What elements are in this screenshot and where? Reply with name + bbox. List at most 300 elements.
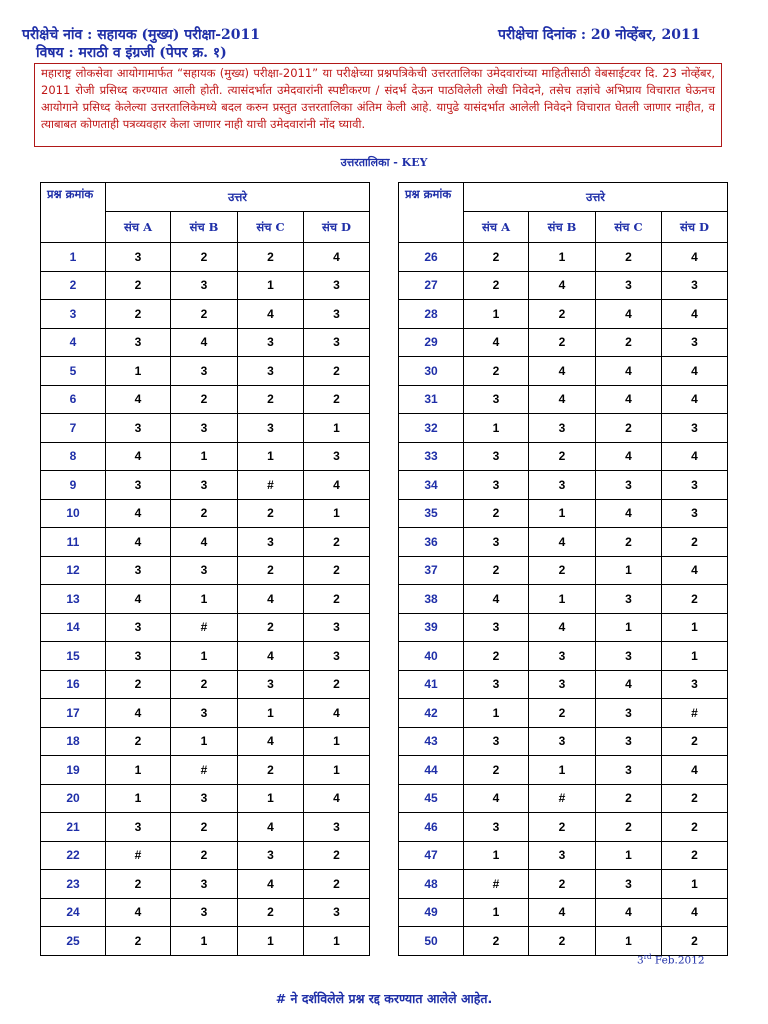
answer-cell: 2 xyxy=(171,670,238,699)
table-row xyxy=(399,870,728,899)
answer-cell: 3 xyxy=(171,357,238,386)
answer-cell: 2 xyxy=(464,756,529,785)
question-number-cell: 34 xyxy=(399,471,464,500)
question-number-cell: 22 xyxy=(41,841,106,870)
table-row xyxy=(399,699,728,728)
answer-cell: 3 xyxy=(596,585,662,614)
answer-cell: 3 xyxy=(596,471,662,500)
revision-date xyxy=(637,953,705,967)
answer-cell: 1 xyxy=(529,756,596,785)
answer-cell: 4 xyxy=(596,300,662,329)
answer-cell: 2 xyxy=(171,499,238,528)
answer-cell: 4 xyxy=(106,528,171,557)
answer-cell: 2 xyxy=(529,927,596,956)
answer-cell: 2 xyxy=(464,271,529,300)
answer-cell: 3 xyxy=(529,727,596,756)
answer-cell: 4 xyxy=(304,784,370,813)
question-number-cell: 40 xyxy=(399,642,464,671)
question-number-cell: 38 xyxy=(399,585,464,614)
question-number-cell: 12 xyxy=(41,556,106,585)
question-number-cell: 36 xyxy=(399,528,464,557)
answer-cell: 2 xyxy=(662,727,728,756)
table-row xyxy=(41,414,370,443)
answer-cell: 3 xyxy=(106,642,171,671)
answer-cell: 1 xyxy=(238,442,304,471)
answer-table-left xyxy=(40,182,370,956)
answer-cell: 4 xyxy=(464,328,529,357)
answer-cell: 3 xyxy=(106,613,171,642)
answer-cell: 3 xyxy=(238,328,304,357)
answer-cell: 4 xyxy=(529,528,596,557)
answer-cell: 3 xyxy=(464,471,529,500)
answer-cell: 2 xyxy=(662,784,728,813)
answer-cell: 2 xyxy=(662,585,728,614)
answer-cell: 2 xyxy=(464,243,529,272)
answer-cell: 3 xyxy=(464,813,529,842)
answer-cell: 4 xyxy=(238,870,304,899)
table-row xyxy=(399,442,728,471)
table-row xyxy=(41,328,370,357)
answer-cell: 1 xyxy=(464,898,529,927)
question-number-cell: 26 xyxy=(399,243,464,272)
answer-cell: # xyxy=(171,613,238,642)
answer-cell: 3 xyxy=(596,642,662,671)
answer-cell: 3 xyxy=(171,271,238,300)
answer-cell: 3 xyxy=(171,898,238,927)
answer-cell: 1 xyxy=(464,699,529,728)
answer-cell: 1 xyxy=(238,271,304,300)
answer-cell: 1 xyxy=(529,243,596,272)
table-row xyxy=(399,727,728,756)
answer-cell: # xyxy=(171,756,238,785)
answer-cell: 4 xyxy=(662,898,728,927)
question-number-cell: 29 xyxy=(399,328,464,357)
answer-cell: 4 xyxy=(596,385,662,414)
answer-cell: 3 xyxy=(238,841,304,870)
question-number-cell: 13 xyxy=(41,585,106,614)
answer-cell: 3 xyxy=(106,556,171,585)
answer-cell: 4 xyxy=(662,357,728,386)
answer-cell: 2 xyxy=(238,898,304,927)
answer-cell: 4 xyxy=(596,670,662,699)
answer-cell: 4 xyxy=(596,442,662,471)
table-row xyxy=(41,499,370,528)
answer-cell: 2 xyxy=(106,670,171,699)
answer-cell: # xyxy=(106,841,171,870)
answer-cell: 1 xyxy=(238,784,304,813)
answer-cell: 1 xyxy=(106,756,171,785)
answer-cell: 3 xyxy=(304,613,370,642)
set-d-header: संच D xyxy=(304,212,370,243)
question-number-cell: 39 xyxy=(399,613,464,642)
answer-cell: 4 xyxy=(304,699,370,728)
answer-cell: 1 xyxy=(304,499,370,528)
table-row xyxy=(41,898,370,927)
answer-cell: 2 xyxy=(304,385,370,414)
answer-cell: 1 xyxy=(596,556,662,585)
table-row xyxy=(41,271,370,300)
table-row xyxy=(399,784,728,813)
answer-cell: 3 xyxy=(596,727,662,756)
answer-cell: 2 xyxy=(304,870,370,899)
answer-cell: 4 xyxy=(238,727,304,756)
answer-cell: 2 xyxy=(662,841,728,870)
question-number-cell: 25 xyxy=(41,927,106,956)
answer-cell: 3 xyxy=(529,414,596,443)
answer-key-title: उत्तरतालिका - KEY xyxy=(340,156,428,169)
answer-cell: 3 xyxy=(662,271,728,300)
answer-cell: 3 xyxy=(529,670,596,699)
answer-cell: 2 xyxy=(529,300,596,329)
question-number-cell: 10 xyxy=(41,499,106,528)
set-c-header: संच C xyxy=(596,212,662,243)
table-row xyxy=(41,471,370,500)
question-number-cell: 35 xyxy=(399,499,464,528)
answer-cell: 4 xyxy=(304,471,370,500)
answer-cell: 3 xyxy=(596,271,662,300)
answer-cell: 4 xyxy=(662,385,728,414)
date-rest: Feb.2012 xyxy=(651,954,705,967)
table-row xyxy=(399,585,728,614)
answer-cell: 3 xyxy=(171,556,238,585)
answer-cell: 1 xyxy=(238,927,304,956)
question-number-cell: 18 xyxy=(41,727,106,756)
answers-header: उत्तरे xyxy=(106,183,370,212)
table-row xyxy=(399,528,728,557)
table-row xyxy=(399,328,728,357)
answer-cell: 1 xyxy=(304,414,370,443)
answer-cell: 3 xyxy=(464,613,529,642)
answer-cell: 2 xyxy=(596,813,662,842)
answer-cell: 2 xyxy=(529,442,596,471)
answer-cell: 4 xyxy=(238,813,304,842)
answer-cell: 2 xyxy=(529,328,596,357)
answer-cell: 4 xyxy=(596,357,662,386)
answer-cell: 3 xyxy=(304,328,370,357)
question-number-cell: 5 xyxy=(41,357,106,386)
answer-cell: 3 xyxy=(304,642,370,671)
answer-cell: 1 xyxy=(596,841,662,870)
answer-cell: 3 xyxy=(662,328,728,357)
answer-cell: 2 xyxy=(662,927,728,956)
answer-cell: 2 xyxy=(238,756,304,785)
answer-cell: 2 xyxy=(106,870,171,899)
table-row xyxy=(41,243,370,272)
answer-cell: 4 xyxy=(171,528,238,557)
answer-cell: 3 xyxy=(171,699,238,728)
question-number-cell: 19 xyxy=(41,756,106,785)
question-number-cell: 7 xyxy=(41,414,106,443)
question-number-cell: 16 xyxy=(41,670,106,699)
question-number-cell: 41 xyxy=(399,670,464,699)
answer-cell: 2 xyxy=(464,927,529,956)
table-row xyxy=(41,756,370,785)
question-number-cell: 28 xyxy=(399,300,464,329)
answer-cell: 2 xyxy=(662,813,728,842)
answer-cell: 3 xyxy=(238,670,304,699)
answer-cell: 4 xyxy=(106,442,171,471)
table-row xyxy=(399,642,728,671)
table-row xyxy=(41,528,370,557)
cancelled-questions-note: # ने दर्शविलेले प्रश्न रद्द करण्यात आलेले आहेत. xyxy=(275,991,493,1006)
set-a-header: संच A xyxy=(464,212,529,243)
answer-cell: 1 xyxy=(662,613,728,642)
table-row xyxy=(41,727,370,756)
table-row xyxy=(399,357,728,386)
answer-cell: 3 xyxy=(662,670,728,699)
answer-cell: 3 xyxy=(464,442,529,471)
question-number-cell: 15 xyxy=(41,642,106,671)
question-number-cell: 33 xyxy=(399,442,464,471)
answer-cell: 3 xyxy=(529,471,596,500)
answer-cell: 4 xyxy=(171,328,238,357)
question-number-cell: 23 xyxy=(41,870,106,899)
table-row xyxy=(399,414,728,443)
answer-cell: 1 xyxy=(596,613,662,642)
question-number-cell: 42 xyxy=(399,699,464,728)
date-suffix: rd xyxy=(643,953,652,961)
table-row xyxy=(41,784,370,813)
answer-cell: 2 xyxy=(529,556,596,585)
answer-cell: 1 xyxy=(464,300,529,329)
answer-cell: 4 xyxy=(529,898,596,927)
table-row xyxy=(399,243,728,272)
answer-cell: 4 xyxy=(238,642,304,671)
table-row xyxy=(41,642,370,671)
answer-cell: # xyxy=(662,699,728,728)
question-number-cell: 44 xyxy=(399,756,464,785)
table-row xyxy=(41,442,370,471)
table-row xyxy=(399,756,728,785)
exam-date: परीक्षेचा दिनांक : 20 नोव्हेंबर, 2011 xyxy=(498,27,701,43)
table-row xyxy=(399,670,728,699)
question-number-cell: 21 xyxy=(41,813,106,842)
answer-cell: 4 xyxy=(529,271,596,300)
answer-cell: 4 xyxy=(662,556,728,585)
answer-cell: 4 xyxy=(662,300,728,329)
answer-cell: 4 xyxy=(238,585,304,614)
answer-cell: 3 xyxy=(106,813,171,842)
table-row xyxy=(41,585,370,614)
question-number-cell: 20 xyxy=(41,784,106,813)
table-row xyxy=(41,670,370,699)
question-number-cell: 45 xyxy=(399,784,464,813)
table-row xyxy=(399,385,728,414)
answer-cell: 4 xyxy=(596,898,662,927)
answer-cell: 2 xyxy=(304,585,370,614)
question-number-cell: 1 xyxy=(41,243,106,272)
table-row xyxy=(41,613,370,642)
answers-header: उत्तरे xyxy=(464,183,728,212)
question-number-cell: 47 xyxy=(399,841,464,870)
answer-cell: 4 xyxy=(529,357,596,386)
table-row xyxy=(41,385,370,414)
question-number-cell: 8 xyxy=(41,442,106,471)
question-number-cell: 31 xyxy=(399,385,464,414)
table-row xyxy=(399,300,728,329)
answer-cell: 4 xyxy=(106,385,171,414)
answer-cell: 2 xyxy=(464,642,529,671)
answer-cell: 2 xyxy=(171,300,238,329)
notice-box: महाराष्ट्र लोकसेवा आयोगामार्फत “सहायक (मुख्य) परीक्षा-2011” या परीक्षेच्या प्रश्नपत्रिकेची उत्तरतालिका उमेदवारांच्या माहितीसाठी वेबसाईटवर दि. 23 नोव्हेंबर, 2011 रोजी प्रसिध्द करण्यात आली होती. त्यासंदर्भात उमेदवारांनी स्पष्टीकरण / संदर्भ देऊन पाठविलेली लेखी निवेदने, तसेच तज्ञांचे अभिप्राय विचारात घेऊनच आयोगाने प्रसिध्द केलेल्या उत्तरतालिकेमध्ये बदल करुन प्रस्तुत उत्तरतालिका अंतिम केली आहे. यापुढे यासंदर्भात आलेली निवेदने विचारात घेतली जाणार नाहीत, व त्याबाबत कोणताही पत्रव्यवहार केला जाणार नाही याची उमेदवारांनी नोंद घ्यावी. xyxy=(34,63,722,147)
answer-cell: 1 xyxy=(464,841,529,870)
answer-cell: 3 xyxy=(106,243,171,272)
answer-cell: 4 xyxy=(596,499,662,528)
answer-cell: 4 xyxy=(238,300,304,329)
answer-cell: 3 xyxy=(106,414,171,443)
answer-cell: 1 xyxy=(304,727,370,756)
answer-cell: 2 xyxy=(106,927,171,956)
table-row xyxy=(399,927,728,956)
table-row xyxy=(41,870,370,899)
answer-cell: 2 xyxy=(529,699,596,728)
set-b-header: संच B xyxy=(529,212,596,243)
question-number-cell: 2 xyxy=(41,271,106,300)
set-a-header: संच A xyxy=(106,212,171,243)
answer-cell: 4 xyxy=(464,585,529,614)
answer-cell: 1 xyxy=(171,585,238,614)
answer-cell: 4 xyxy=(662,756,728,785)
answer-cell: 2 xyxy=(238,556,304,585)
table-row xyxy=(399,813,728,842)
answer-cell: 1 xyxy=(662,870,728,899)
answer-cell: 1 xyxy=(662,642,728,671)
answer-cell: 2 xyxy=(304,670,370,699)
answer-cell: 2 xyxy=(304,357,370,386)
set-b-header: संच B xyxy=(171,212,238,243)
answer-cell: 2 xyxy=(464,357,529,386)
question-number-cell: 50 xyxy=(399,927,464,956)
answer-cell: 1 xyxy=(106,357,171,386)
answer-cell: 3 xyxy=(304,442,370,471)
answer-cell: 1 xyxy=(171,927,238,956)
answer-table-right xyxy=(398,182,728,956)
answer-cell: 1 xyxy=(304,756,370,785)
question-number-cell: 32 xyxy=(399,414,464,443)
answer-cell: 3 xyxy=(171,414,238,443)
answer-cell: 3 xyxy=(304,271,370,300)
answer-cell: 3 xyxy=(106,471,171,500)
answer-cell: 2 xyxy=(464,556,529,585)
answer-cell: 4 xyxy=(106,499,171,528)
set-d-header: संच D xyxy=(662,212,728,243)
answer-cell: 4 xyxy=(662,442,728,471)
answer-cell: 1 xyxy=(238,699,304,728)
table-row xyxy=(41,927,370,956)
answer-cell: 3 xyxy=(596,870,662,899)
answer-cell: 2 xyxy=(596,328,662,357)
table-row xyxy=(41,300,370,329)
answer-cell: 3 xyxy=(596,756,662,785)
question-number-cell: 11 xyxy=(41,528,106,557)
table-row xyxy=(399,271,728,300)
answer-cell: 1 xyxy=(529,585,596,614)
answer-cell: 1 xyxy=(171,442,238,471)
answer-cell: 3 xyxy=(529,642,596,671)
table-row xyxy=(399,471,728,500)
table-row xyxy=(41,699,370,728)
answer-cell: 1 xyxy=(304,927,370,956)
answer-cell: 1 xyxy=(464,414,529,443)
answer-cell: 3 xyxy=(304,813,370,842)
answer-cell: 4 xyxy=(106,898,171,927)
answer-cell: 2 xyxy=(171,813,238,842)
answer-cell: 2 xyxy=(464,499,529,528)
answer-cell: 2 xyxy=(304,556,370,585)
question-number-cell: 24 xyxy=(41,898,106,927)
answer-cell: 2 xyxy=(171,841,238,870)
answer-cell: 3 xyxy=(171,471,238,500)
answer-cell: # xyxy=(238,471,304,500)
answer-cell: 2 xyxy=(106,271,171,300)
answer-cell: 2 xyxy=(529,870,596,899)
question-number-cell: 46 xyxy=(399,813,464,842)
answer-cell: 1 xyxy=(529,499,596,528)
answer-cell: # xyxy=(464,870,529,899)
answer-cell: 4 xyxy=(464,784,529,813)
answer-cell: 2 xyxy=(596,414,662,443)
answer-cell: 2 xyxy=(106,300,171,329)
answer-cell: 3 xyxy=(662,414,728,443)
answer-cell: 3 xyxy=(171,870,238,899)
answer-cell: 2 xyxy=(106,727,171,756)
question-number-cell: 43 xyxy=(399,727,464,756)
answer-cell: 3 xyxy=(662,471,728,500)
question-number-cell: 48 xyxy=(399,870,464,899)
answer-cell: 1 xyxy=(171,642,238,671)
answer-cell: 3 xyxy=(464,528,529,557)
answer-cell: 2 xyxy=(171,243,238,272)
answer-cell: 2 xyxy=(304,841,370,870)
answer-cell: 2 xyxy=(596,528,662,557)
answer-cell: 4 xyxy=(662,243,728,272)
table-row xyxy=(399,556,728,585)
question-number-cell: 37 xyxy=(399,556,464,585)
answer-cell: 2 xyxy=(596,243,662,272)
answer-cell: # xyxy=(529,784,596,813)
question-number-header: प्रश्न क्रमांक xyxy=(399,183,464,243)
answer-cell: 3 xyxy=(464,727,529,756)
answer-cell: 3 xyxy=(171,784,238,813)
table-row xyxy=(399,499,728,528)
answer-cell: 4 xyxy=(304,243,370,272)
answer-cell: 1 xyxy=(171,727,238,756)
answer-cell: 2 xyxy=(596,784,662,813)
question-number-cell: 4 xyxy=(41,328,106,357)
answer-cell: 2 xyxy=(171,385,238,414)
question-number-cell: 14 xyxy=(41,613,106,642)
answer-cell: 4 xyxy=(529,385,596,414)
answer-cell: 2 xyxy=(238,243,304,272)
answer-cell: 2 xyxy=(304,528,370,557)
answer-cell: 4 xyxy=(106,585,171,614)
question-number-cell: 30 xyxy=(399,357,464,386)
answer-cell: 3 xyxy=(304,300,370,329)
subject-line: विषय : मराठी व इंग्रजी (पेपर क्र. १) xyxy=(36,45,227,61)
answer-cell: 3 xyxy=(596,699,662,728)
table-row xyxy=(399,841,728,870)
exam-name: परीक्षेचे नांव : सहायक (मुख्य) परीक्षा-2011 xyxy=(22,27,261,43)
table-row xyxy=(41,841,370,870)
question-number-header: प्रश्न क्रमांक xyxy=(41,183,106,243)
answer-cell: 4 xyxy=(106,699,171,728)
set-c-header: संच C xyxy=(238,212,304,243)
answer-cell: 2 xyxy=(238,499,304,528)
table-row xyxy=(41,813,370,842)
table-row xyxy=(41,357,370,386)
answer-cell: 3 xyxy=(238,528,304,557)
answer-cell: 2 xyxy=(662,528,728,557)
